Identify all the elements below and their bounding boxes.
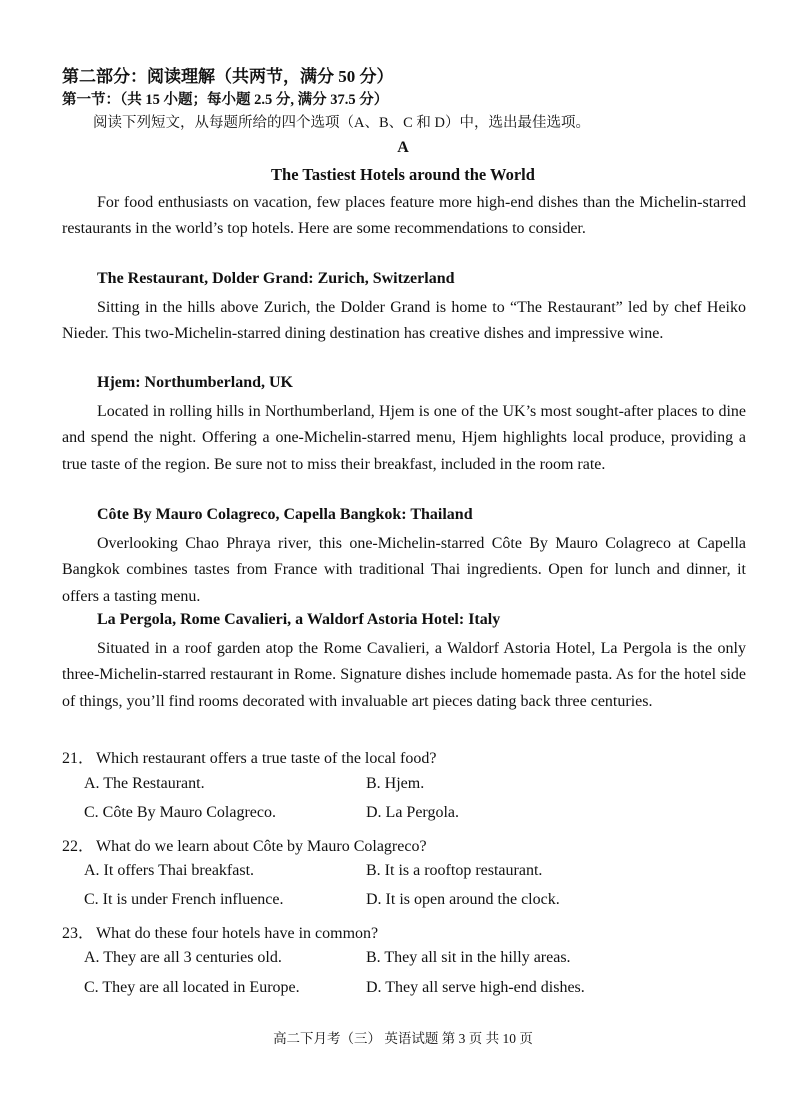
option-23-d[interactable]: D. They all serve high-end dishes. <box>366 979 585 996</box>
entry-heading-dolder-grand: The Restaurant, Dolder Grand: Zurich, Switzerland <box>97 270 455 287</box>
option-22-a[interactable]: A. It offers Thai breakfast. <box>84 862 255 879</box>
passage-intro: For food enthusiasts on vacation, few places feature more high-end dishes than the Michelin-starred restaurants in the world’s top hotels. Here are some recommendations to consider. <box>62 194 746 238</box>
entry-text-hjem: Located in rolling hills in Northumberland, Hjem is one of the UK’s most sought-after places to dine and spend the night. Offering a one-Michelin-starred menu, Hjem highlights local produce, providing a true taste of the region. Be sure not to miss their breakfast, included in the room rate. <box>62 403 746 473</box>
question-stem: What do these four hotels have in common? <box>96 925 379 942</box>
entry-text-la-pergola: Situated in a roof garden atop the Rome Cavalieri, a Waldorf Astoria Hotel, La Pergola is the only three-Michelin-starred restaurant in Rome. Signature dishes include homemade pasta. As for the hotel side of things, you’ll find rooms decorated with invaluable art pieces dating back three centuries. <box>62 640 746 710</box>
entry-text-dolder-grand: Sitting in the hills above Zurich, the Dolder Grand is home to “The Restaurant” led by chef Heiko Nieder. This two-Michelin-starred dining destination has creative dishes and impressive wine. <box>62 299 746 343</box>
option-22-b[interactable]: B. It is a rooftop restaurant. <box>366 862 543 879</box>
option-21-c[interactable]: C. Côte By Mauro Colagreco. <box>84 804 276 821</box>
question-stem: What do we learn about Côte by Mauro Colagreco? <box>96 838 427 855</box>
section-subtitle: 第一节：（共 15 小题；每小题 2.5 分, 满分 37.5 分） <box>62 92 389 108</box>
page-footer: 高二下月考（三） 英语试题 第 3 页 共 10 页 <box>273 1031 533 1046</box>
section-instruction: 阅读下列短文，从每题所给的四个选项（A、B、C 和 D）中，选出最佳选项。 <box>93 115 591 131</box>
option-22-d[interactable]: D. It is open around the clock. <box>366 891 560 908</box>
question-21 <box>62 745 436 768</box>
entry-text-cote: Overlooking Chao Phraya river, this one-Michelin-starred Côte By Mauro Colagreco at Capella Bangkok combines tastes from France with traditional Thai ingredients. Open for lunch and dinner, it offers a tasting menu. <box>62 535 746 605</box>
passage-title: The Tastiest Hotels around the World <box>271 165 535 184</box>
question-number: 23． <box>62 925 95 942</box>
option-21-a[interactable]: A. The Restaurant. <box>84 775 205 792</box>
option-23-a[interactable]: A. They are all 3 centuries old. <box>84 949 282 966</box>
question-23 <box>62 920 378 943</box>
question-22 <box>62 833 427 856</box>
entry-heading-hjem: Hjem: Northumberland, UK <box>97 374 293 391</box>
passage-letter: A <box>397 139 409 156</box>
option-21-b[interactable]: B. Hjem. <box>366 775 425 792</box>
question-number: 22． <box>62 838 95 855</box>
option-23-c[interactable]: C. They are all located in Europe. <box>84 979 300 996</box>
option-21-d[interactable]: D. La Pergola. <box>366 804 460 821</box>
entry-heading-la-pergola: La Pergola, Rome Cavalieri, a Waldorf Astoria Hotel: Italy <box>97 611 501 628</box>
option-23-b[interactable]: B. They all sit in the hilly areas. <box>366 949 571 966</box>
question-number: 21． <box>62 750 95 767</box>
section-title: 第二部分：阅读理解（共两节，满分 50 分） <box>62 67 394 86</box>
entry-heading-cote: Côte By Mauro Colagreco, Capella Bangkok: Thailand <box>97 506 473 523</box>
option-22-c[interactable]: C. It is under French influence. <box>84 891 284 908</box>
question-stem: Which restaurant offers a true taste of the local food? <box>96 750 437 767</box>
